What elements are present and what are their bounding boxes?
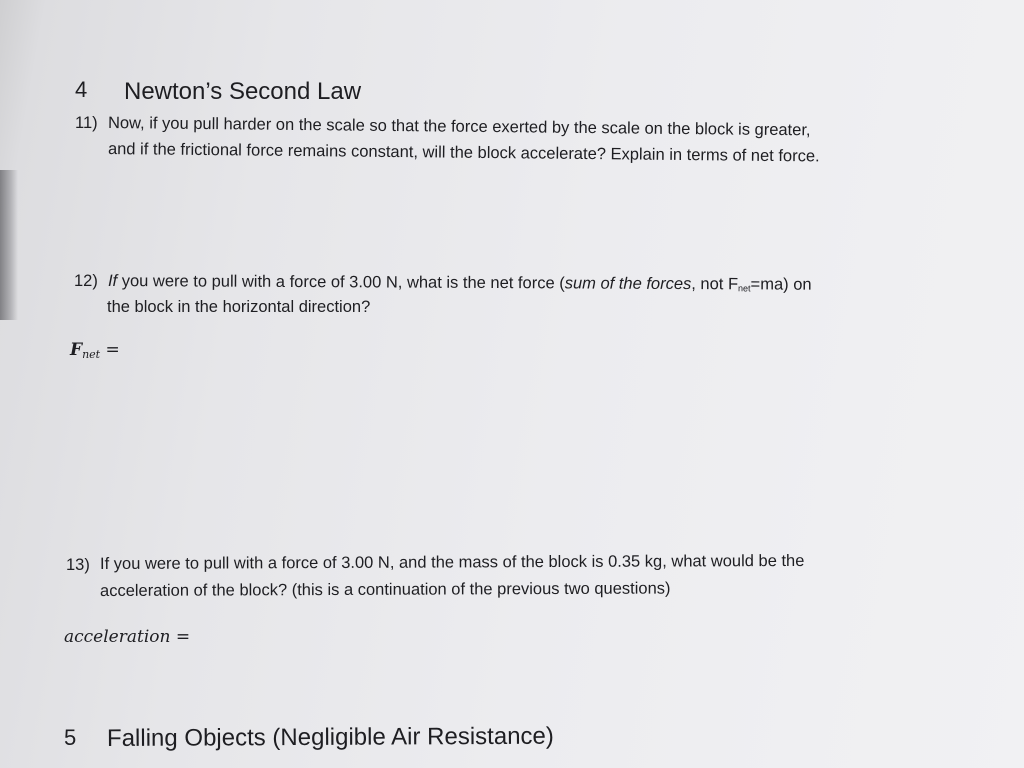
- question-12-if: If: [107, 272, 118, 291]
- section-5-number: 5: [64, 725, 77, 750]
- section-4-number: 4: [75, 77, 88, 102]
- page-edge-shadow: [0, 170, 18, 320]
- question-13-answer-label: acceleration =: [64, 627, 191, 647]
- question-13-number: 13): [66, 556, 90, 574]
- question-12-net-subscript: net: [738, 283, 751, 294]
- net-force-equals: =: [100, 340, 120, 360]
- question-12-line-1: [108, 273, 812, 294]
- question-13-line-1: If you were to pull with a force of 3.00 N, and the mass of the block is 0.35 kg, what would be the: [99, 551, 805, 573]
- section-4-title: Newton’s Second Law: [124, 78, 362, 105]
- question-11-line-2: and if the frictional force remains constant, will the block accelerate? Explain in terms of net force.: [107, 140, 820, 166]
- question-13-line-2: acceleration of the block? (this is a continuation of the previous two questions): [99, 579, 671, 600]
- section-5-title: Falling Objects (Negligible Air Resistance): [106, 722, 554, 752]
- net-force-symbol: F: [70, 340, 83, 360]
- question-11-number: 11): [75, 114, 98, 132]
- question-12-text-a: you were to pull with a force of 3.00 N, what is the net force (: [117, 272, 565, 293]
- question-12-line-2: the block in the horizontal direction?: [107, 298, 371, 316]
- net-force-subscript: net: [82, 348, 101, 361]
- question-12-italic-phrase: sum of the forces: [564, 274, 692, 294]
- question-11-line-1: Now, if you pull harder on the scale so that the force exerted by the scale on the block is greater,: [107, 114, 811, 140]
- question-12-text-b: , not F: [691, 275, 739, 294]
- question-12-answer-label: [70, 342, 120, 360]
- question-12-text-c: =ma) on: [750, 275, 812, 294]
- question-12-number: 12): [74, 272, 98, 290]
